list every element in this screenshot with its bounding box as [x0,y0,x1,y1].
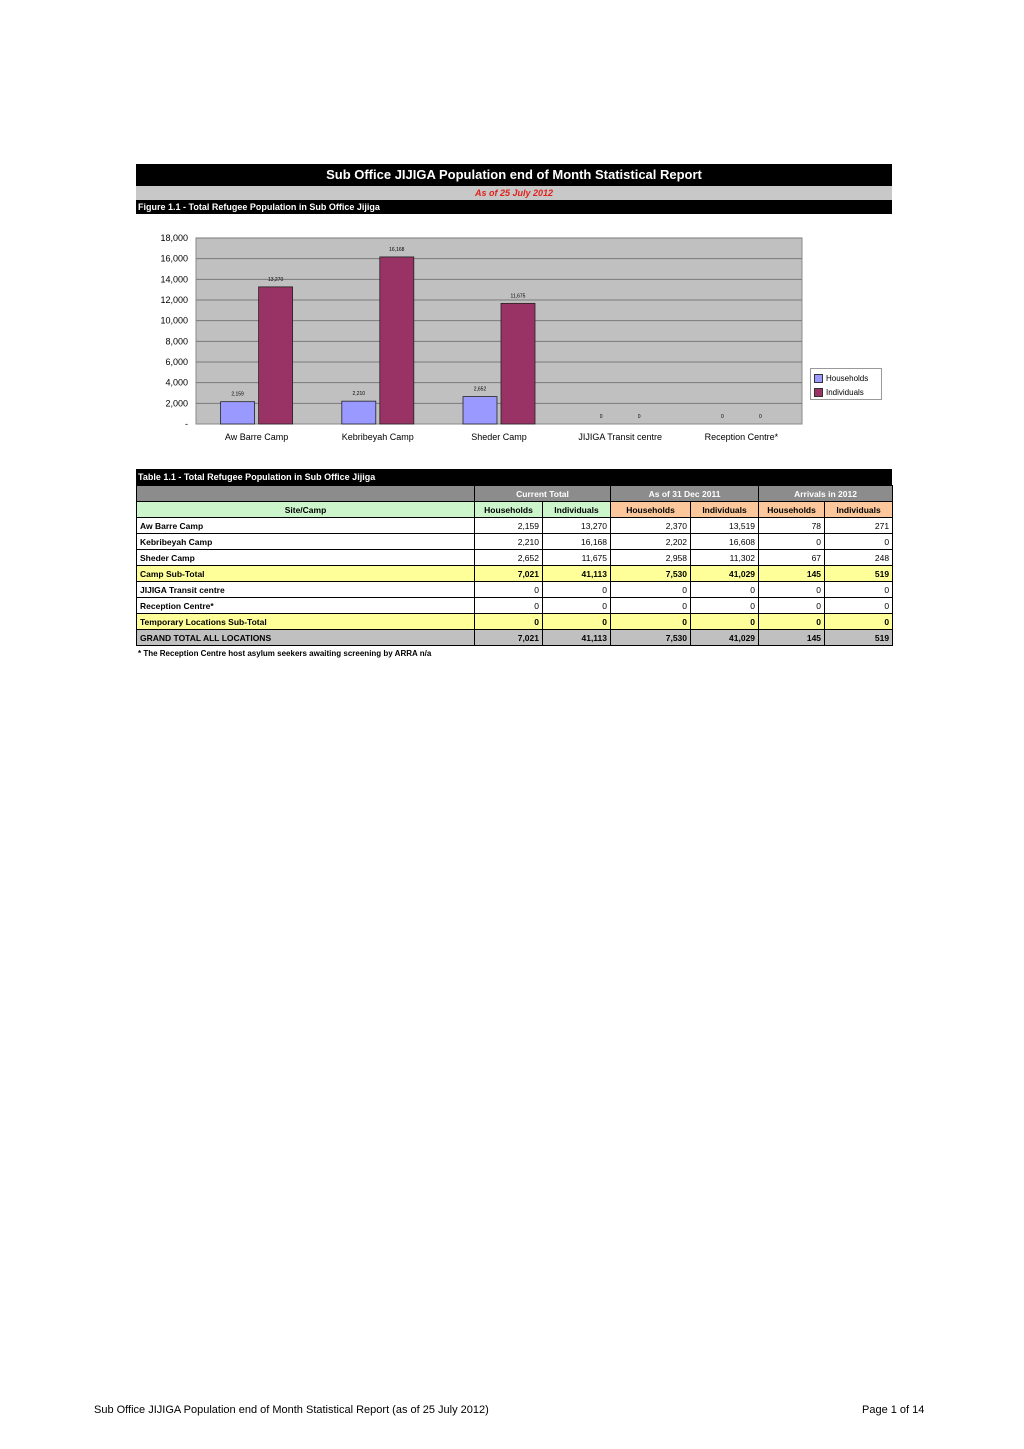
col-current-households: Households [475,502,543,518]
row-value-cell: 11,302 [691,550,759,566]
population-chart [136,214,892,466]
row-value-cell: 2,652 [475,550,543,566]
row-value-cell: 2,958 [611,550,691,566]
row-site-name: Kebribeyah Camp [137,534,475,550]
row-value-cell: 2,202 [611,534,691,550]
col-arrivals-individuals: Individuals [825,502,893,518]
legend-individuals-swatch [814,388,823,397]
table-row [137,614,893,630]
legend-individuals-label: Individuals [826,387,864,397]
population-table [136,485,893,646]
table-footnote: * The Reception Centre host asylum seekers awaiting screening by ARRA n/a [138,649,432,658]
report-title: Sub Office JIJIGA Population end of Month Statistical Report [136,164,892,186]
row-value-cell: 2,210 [475,534,543,550]
row-value-cell: 0 [475,582,543,598]
row-site-name: Temporary Locations Sub-Total [137,614,475,630]
table-column-header-row [137,502,893,518]
chart-legend [810,368,882,400]
bar-individuals [501,303,535,424]
y-tick-label: 10,000 [160,315,188,326]
row-value-cell: 11,675 [543,550,611,566]
row-value-cell: 0 [759,614,825,630]
legend-individuals [814,385,878,399]
row-value-cell: 0 [611,582,691,598]
row-value-cell: 13,270 [543,518,611,534]
figure-caption: Figure 1.1 - Total Refugee Population in Sub Office Jijiga [136,200,892,214]
population-chart-svg [136,214,892,466]
page-footer-title: Sub Office JIJIGA Population end of Month Statistical Report (as of 25 July 2012) [94,1404,489,1416]
x-category-label: JIJIGA Transit centre [578,432,662,442]
row-value-cell: 0 [691,598,759,614]
legend-households-label: Households [826,373,869,383]
row-value-cell: 0 [691,614,759,630]
bar-data-label: 0 [637,414,641,420]
col-site-camp: Site/Camp [137,502,475,518]
row-value-cell: 0 [611,598,691,614]
y-tick-label: 2,000 [165,398,188,409]
row-value-cell: 0 [543,582,611,598]
col-dec-individuals: Individuals [691,502,759,518]
row-value-cell: 67 [759,550,825,566]
bar-data-label: 11,675 [510,293,526,300]
col-arrivals-households: Households [759,502,825,518]
bar-data-label: 2,210 [352,391,366,398]
table-caption: Table 1.1 - Total Refugee Population in Sub Office Jijiga [136,469,892,485]
row-site-name: GRAND TOTAL ALL LOCATIONS [137,630,475,646]
y-tick-label: 14,000 [160,274,188,285]
group-header-blank [137,486,475,502]
table-body [137,518,893,646]
row-value-cell: 13,519 [691,518,759,534]
row-value-cell: 7,530 [611,630,691,646]
row-value-cell: 0 [825,534,893,550]
y-tick-label: 12,000 [160,295,188,305]
row-value-cell: 519 [825,566,893,582]
bar-households [463,397,497,424]
table-row [137,582,893,598]
row-value-cell: 41,029 [691,566,759,582]
row-value-cell: 41,113 [543,630,611,646]
bar-data-label: 2,652 [473,386,487,393]
y-tick-label: - [185,419,188,429]
report [136,164,892,658]
row-value-cell: 0 [543,598,611,614]
report-date: As of 25 July 2012 [136,186,892,200]
table-row [137,518,893,534]
bar-data-label: 13,270 [267,276,284,283]
bar-data-label: 16,168 [389,246,405,253]
row-value-cell: 271 [825,518,893,534]
row-value-cell: 16,168 [543,534,611,550]
legend-households [814,371,878,385]
row-value-cell: 41,113 [543,566,611,582]
group-current-total: Current Total [475,486,611,502]
row-site-name: Sheder Camp [137,550,475,566]
bar-data-label: 0 [721,414,724,420]
col-current-individuals: Individuals [543,502,611,518]
col-dec-households: Households [611,502,691,518]
table-row [137,598,893,614]
row-value-cell: 0 [759,582,825,598]
row-value-cell: 248 [825,550,893,566]
row-value-cell: 0 [691,582,759,598]
row-value-cell: 7,021 [475,566,543,582]
table-row [137,550,893,566]
row-site-name: Reception Centre* [137,598,475,614]
row-value-cell: 0 [759,598,825,614]
row-value-cell: 0 [475,614,543,630]
row-value-cell: 7,530 [611,566,691,582]
row-site-name: Aw Barre Camp [137,518,475,534]
row-value-cell: 145 [759,630,825,646]
page-number: Page 1 of 14 [862,1404,925,1416]
x-category-label: Kebribeyah Camp [341,432,414,442]
y-tick-label: 16,000 [160,253,188,264]
row-value-cell: 0 [543,614,611,630]
bar-data-label: 0 [759,414,762,420]
group-arrivals-2012: Arrivals in 2012 [759,486,893,502]
y-tick-label: 4,000 [165,377,188,388]
row-site-name: JIJIGA Transit centre [137,582,475,598]
row-value-cell: 2,370 [611,518,691,534]
row-value-cell: 2,159 [475,518,543,534]
row-value-cell: 78 [759,518,825,534]
row-value-cell: 0 [759,534,825,550]
row-value-cell: 0 [825,614,893,630]
row-value-cell: 0 [825,582,893,598]
y-tick-label: 8,000 [165,336,188,347]
x-category-label: Sheder Camp [471,432,527,442]
legend-households-swatch [814,374,823,383]
row-value-cell: 0 [825,598,893,614]
row-site-name: Camp Sub-Total [137,566,475,582]
y-tick-label: 6,000 [165,357,188,367]
bar-households [221,402,255,424]
table-row [137,630,893,646]
row-value-cell: 519 [825,630,893,646]
row-value-cell: 145 [759,566,825,582]
row-value-cell: 7,021 [475,630,543,646]
x-category-label: Reception Centre* [704,432,779,442]
bar-data-label: 0 [599,414,603,420]
row-value-cell: 16,608 [691,534,759,550]
x-category-label: Aw Barre Camp [224,432,289,442]
group-as-of-dec-2011: As of 31 Dec 2011 [611,486,759,502]
bar-data-label: 2,159 [231,391,244,398]
bar-individuals [259,287,293,424]
y-tick-label: 18,000 [160,233,188,243]
row-value-cell: 0 [475,598,543,614]
row-value-cell: 0 [611,614,691,630]
table-group-header-row [137,486,893,502]
table-row [137,534,893,550]
bar-individuals [380,257,414,424]
table-row [137,566,893,582]
bar-households [342,401,376,424]
row-value-cell: 41,029 [691,630,759,646]
